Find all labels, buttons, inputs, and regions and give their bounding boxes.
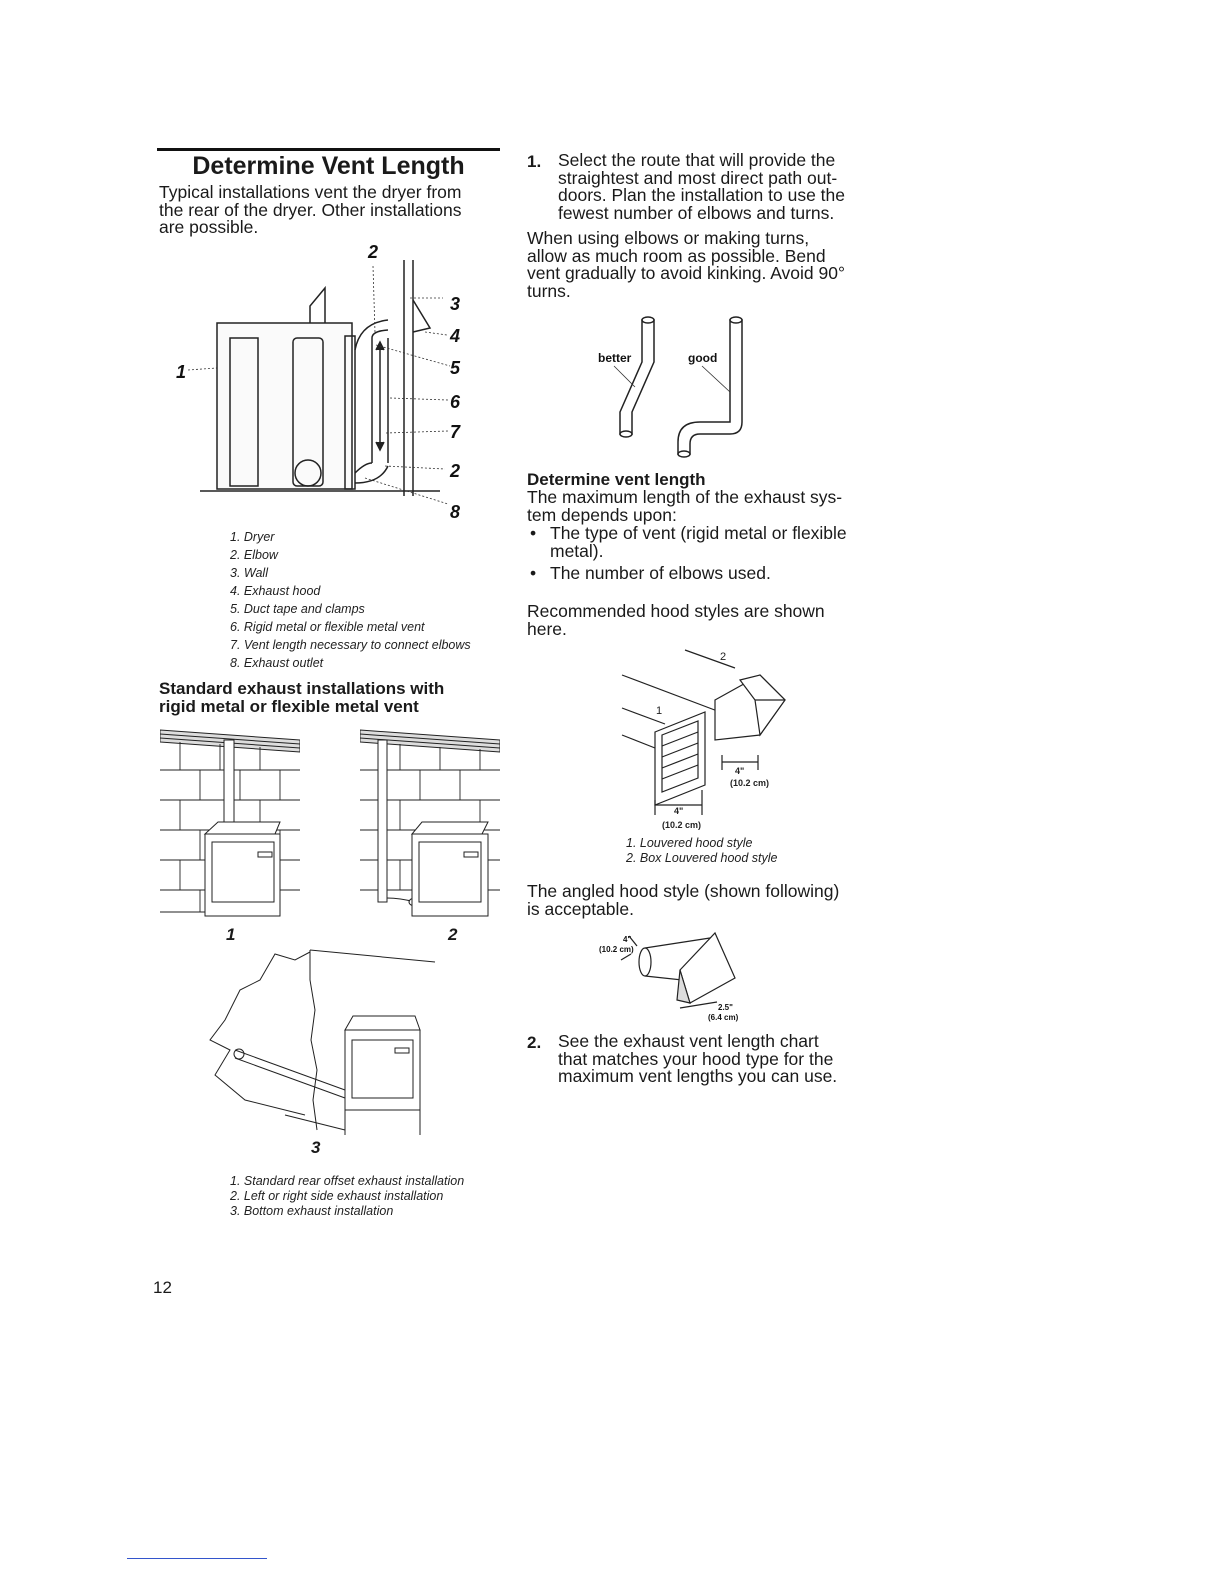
vent-length-diagram <box>160 238 500 523</box>
hood-captions: 1. Louvered hood style 2. Box Louvered hood style <box>626 836 778 865</box>
elbows-paragraph: When using elbows or making turns, allow as much room as possible. Bend vent gradually to avoid kinking. Avoid 90° turns. <box>527 228 845 301</box>
determine-vent-length-subhead: Determine vent length <box>527 470 706 489</box>
diagram-label-2b: 2 <box>450 461 461 481</box>
diagram-label-7: 7 <box>450 422 461 442</box>
installation-1-illustration <box>160 722 300 922</box>
installations-subhead: Standard exhaust installations with rigid metal or flexible metal vent <box>159 679 445 716</box>
step-2-text: See the exhaust vent length chart that matches your hood type for the maximum vent lengths you can use. <box>558 1031 838 1086</box>
footer-rule <box>127 1558 267 1559</box>
install-label-2: 2 <box>448 925 458 944</box>
step-1-number: 1. <box>527 152 542 171</box>
section-title: Determine Vent Length <box>192 152 465 180</box>
better-label: better <box>598 351 632 365</box>
diagram-label-4: 4 <box>450 326 461 346</box>
louvered-dim-cm: (10.2 cm) <box>662 820 702 830</box>
installation-2-illustration <box>360 722 500 922</box>
diagram-label-5: 5 <box>450 358 461 378</box>
diagram-label-3: 3 <box>450 294 461 314</box>
angled-hood-figure <box>595 928 755 1028</box>
elbow-comparison-figure <box>590 312 770 474</box>
installation-3-illustration <box>205 940 445 1140</box>
diagram-label-1: 1 <box>176 362 187 382</box>
install-label-1: 1 <box>226 925 236 944</box>
max-length-paragraph: The maximum length of the exhaust sys- tem depends upon: <box>527 487 843 525</box>
step-2-number: 2. <box>527 1033 542 1052</box>
louvered-dim-in: 4" <box>674 806 684 816</box>
angled-dim2-cm: (6.4 cm) <box>708 1013 739 1022</box>
install-label-3: 3 <box>311 1138 321 1157</box>
hood-styles-paragraph: Recommended hood styles are shown here. <box>527 601 825 639</box>
diagram-label-8: 8 <box>450 502 461 522</box>
diagram-label-6: 6 <box>450 392 461 412</box>
angled-dim2-in: 2.5" <box>718 1003 733 1012</box>
angled-hood-paragraph: The angled hood style (shown following) is acceptable. <box>527 881 840 919</box>
step-1-text: Select the route that will provide the straightest and most direct path out- doors. Plan the installation to use the fewest number of elbows and turns. <box>558 150 845 223</box>
good-label: good <box>688 351 718 365</box>
diagram-label-2: 2 <box>368 242 379 262</box>
section-rule <box>157 148 500 151</box>
diagram-legend: 1. Dryer 2. Elbow 3. Wall 4. Exhaust hood 5. Duct tape and clamps 6. Rigid metal or flexible metal vent 7. Vent length necessary to connect elbows 8. Exhaust outlet <box>230 530 471 670</box>
install-captions: 1. Standard rear offset exhaust installation 2. Left or right side exhaust installation 3. Bottom exhaust installation <box>230 1174 465 1218</box>
page-number: 12 <box>153 1278 172 1297</box>
box-hood-dim-in: 4" <box>735 766 745 776</box>
angled-dim1-cm: (10.2 cm) <box>599 945 634 954</box>
hood-styles-figure <box>610 640 810 835</box>
intro-paragraph: Typical installations vent the dryer from the rear of the dryer. Other installations are possible. <box>159 182 462 237</box>
angled-dim1-in: 4" <box>623 935 632 944</box>
box-hood-dim-cm: (10.2 cm) <box>730 778 770 788</box>
hood-label-1: 1 <box>656 705 663 717</box>
hood-label-2: 2 <box>720 651 727 663</box>
